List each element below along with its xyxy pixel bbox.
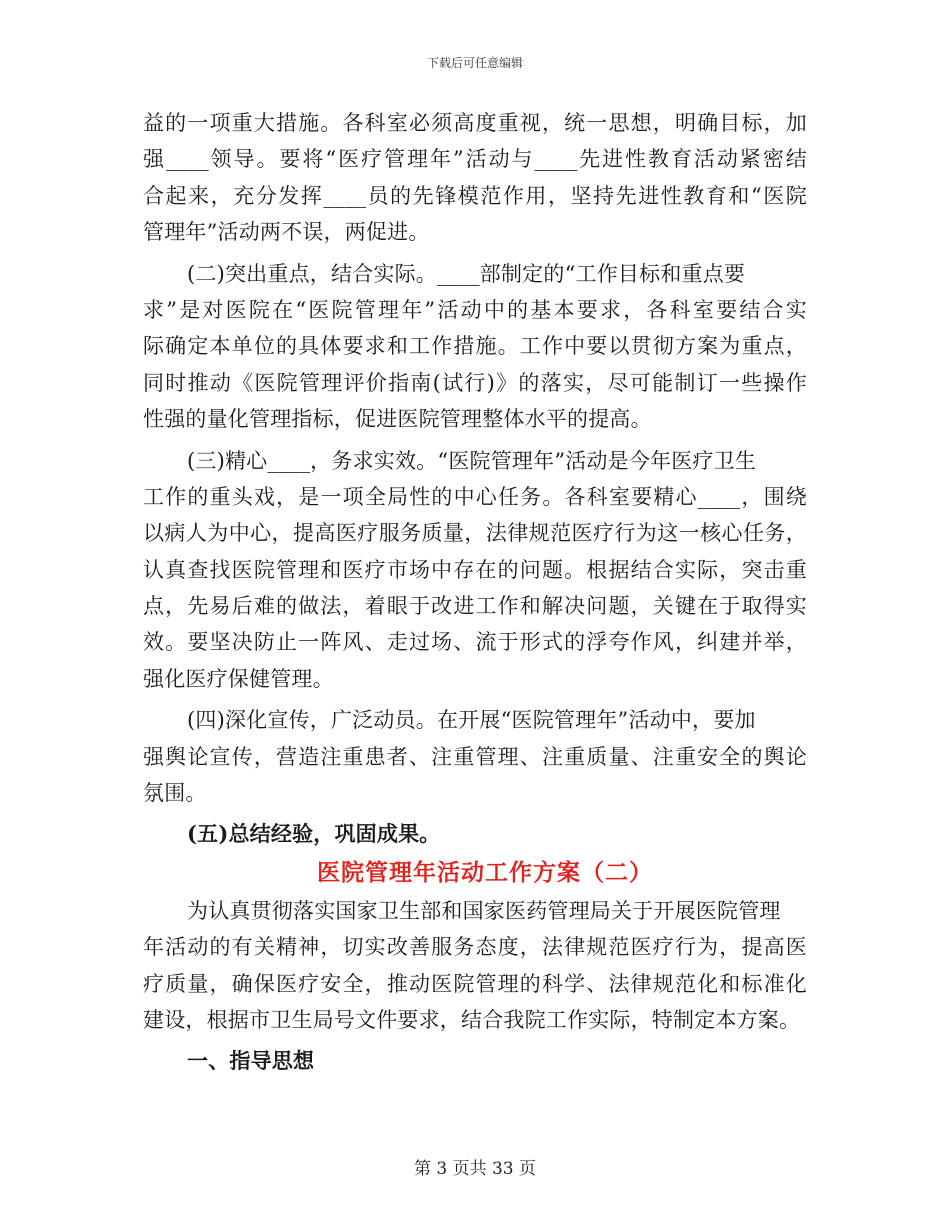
text-line: 强____领导。要将“医疗管理年”活动与____先进性教育活动紧密结 bbox=[143, 147, 807, 172]
document-title: 医院管理年活动工作方案（二） bbox=[317, 859, 653, 886]
page-header: 下载后可任意编辑 bbox=[426, 56, 523, 70]
text-line: 性强的量化管理指标，促进医院管理整体水平的提高。 bbox=[143, 407, 652, 432]
text-line: 以病人为中心，提高医疗服务质量，法律规范医疗行为这一核心任务， bbox=[143, 521, 807, 546]
text-line: 效。要坚决防止一阵风、走过场、流于形式的浮夸作风，纠建并举， bbox=[143, 630, 807, 655]
text-line: 点，先易后难的做法，着眼于改进工作和解决问题，关键在于取得实 bbox=[143, 594, 807, 619]
document-body bbox=[143, 105, 807, 1080]
text-line: 强化医疗保健管理。 bbox=[143, 666, 334, 691]
section-heading: 一、指导思想 bbox=[187, 1048, 315, 1074]
paragraph-6 bbox=[143, 893, 807, 1039]
paragraph-4 bbox=[143, 702, 807, 811]
text-line: 建设，根据市卫生局号文件要求，结合我院工作实际，特制定本方案。 bbox=[143, 1007, 801, 1032]
section-heading: (五)总结经验，巩固成果。 bbox=[187, 821, 441, 847]
text-line: 求”是对医院在“医院管理年”活动中的基本要求，各科室要结合实 bbox=[143, 297, 807, 322]
text-line: (四)深化宣传，广泛动员。在开展“医院管理年”活动中，要加 bbox=[187, 708, 756, 733]
text-line: 管理年”活动两不误，两促进。 bbox=[143, 220, 430, 245]
text-line: 强舆论宣传，营造注重患者、注重管理、注重质量、注重安全的舆论 bbox=[143, 744, 807, 769]
page-number: 第 3 页共 33 页 bbox=[413, 1159, 537, 1179]
text-line: (三)精心____，务求实效。“医院管理年”活动是今年医疗卫生 bbox=[187, 448, 757, 473]
text-line: 疗质量，确保医疗安全，推动医院管理的科学、法律规范化和标准化 bbox=[143, 971, 807, 996]
paragraph-2 bbox=[143, 256, 807, 438]
paragraph-3 bbox=[143, 443, 807, 698]
text-line: 同时推动《医院管理评价指南(试行)》的落实，尽可能制订一些操作 bbox=[143, 370, 807, 395]
paragraph-1 bbox=[143, 105, 807, 251]
text-line: 际确定本单位的具体要求和工作措施。工作中要以贯彻方案为重点， bbox=[143, 334, 807, 359]
text-line: 工作的重头戏，是一项全局性的中心任务。各科室要精心____，围绕 bbox=[143, 484, 807, 509]
text-line: 年活动的有关精神，切实改善服务态度，法律规范医疗行为，提高医 bbox=[143, 935, 807, 960]
text-line: 益的一项重大措施。各科室必须高度重视，统一思想，明确目标，加 bbox=[143, 111, 807, 135]
text-line: 为认真贯彻落实国家卫生部和国家医药管理局关于开展医院管理 bbox=[187, 898, 781, 923]
text-line: (二)突出重点，结合实际。____部制定的“工作目标和重点要 bbox=[187, 261, 746, 286]
text-line: 合起来，充分发挥____员的先锋模范作用，坚持先进性教育和“医院 bbox=[143, 183, 807, 208]
text-line: 氛围。 bbox=[143, 781, 207, 806]
text-line: 认真查找医院管理和医疗市场中存在的问题。根据结合实际，突击重 bbox=[143, 557, 807, 582]
